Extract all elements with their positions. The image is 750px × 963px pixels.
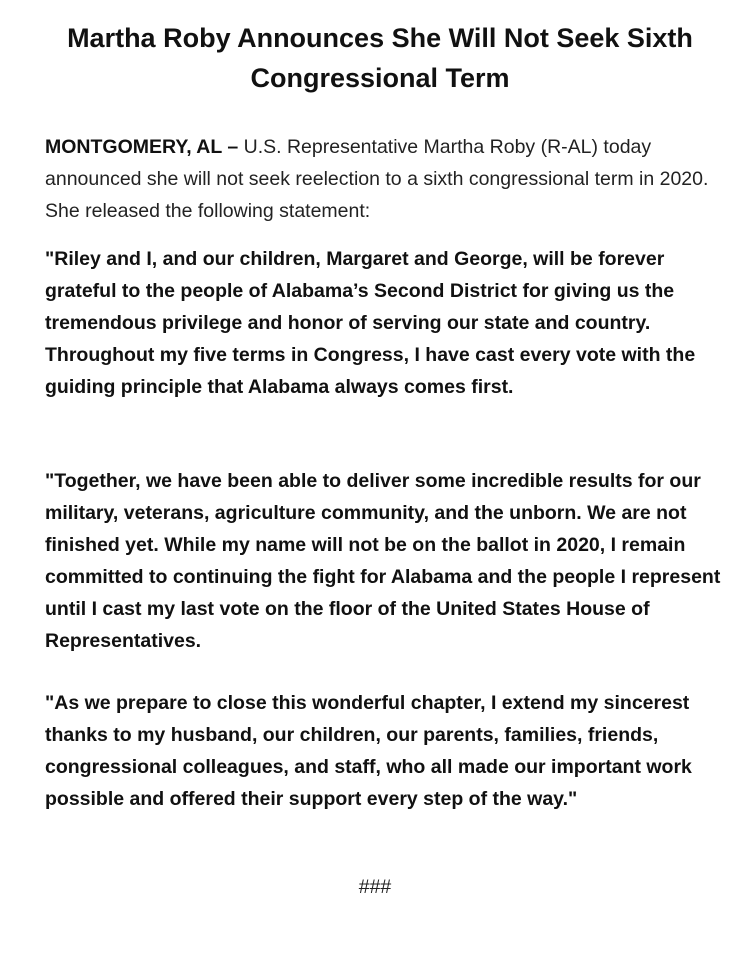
end-mark: ### (358, 876, 392, 898)
dateline: MONTGOMERY, AL – (45, 136, 239, 158)
quote-paragraph-3: "As we prepare to close this wonderful chapter, I extend my sincerest thanks to my husband, our children, our parents, families, friends, congressional colleagues, and staff, who all made our important work possible and offered their support every step of the way." (45, 692, 692, 810)
press-release-headline: Martha Roby Announces She Will Not Seek Sixth Congressional Term (67, 23, 693, 93)
quote-paragraph-1: "Riley and I, and our children, Margaret and George, will be forever grateful to the people of Alabama’s Second District for giving us the tremendous privilege and honor of serving our state and country. Throughout my five terms in Congress, I have cast every vote with the guiding principle that Alabama always comes first. (45, 248, 696, 398)
quote-paragraph-2: "Together, we have been able to deliver some incredible results for our military, veterans, agriculture community, and the unborn. We are not finished yet. While my name will not be on the ballot in 2020, I remain committed to continuing the fight for Alabama and the people I represent until I cast my last vote on the floor of the United States House of Representatives. (45, 470, 721, 652)
lead-text: U.S. Representative Martha Roby (R-AL) today announced she will not seek reelection to a sixth congressional term in 2020. She released the following statement: (45, 136, 709, 222)
lead-paragraph (45, 131, 725, 227)
